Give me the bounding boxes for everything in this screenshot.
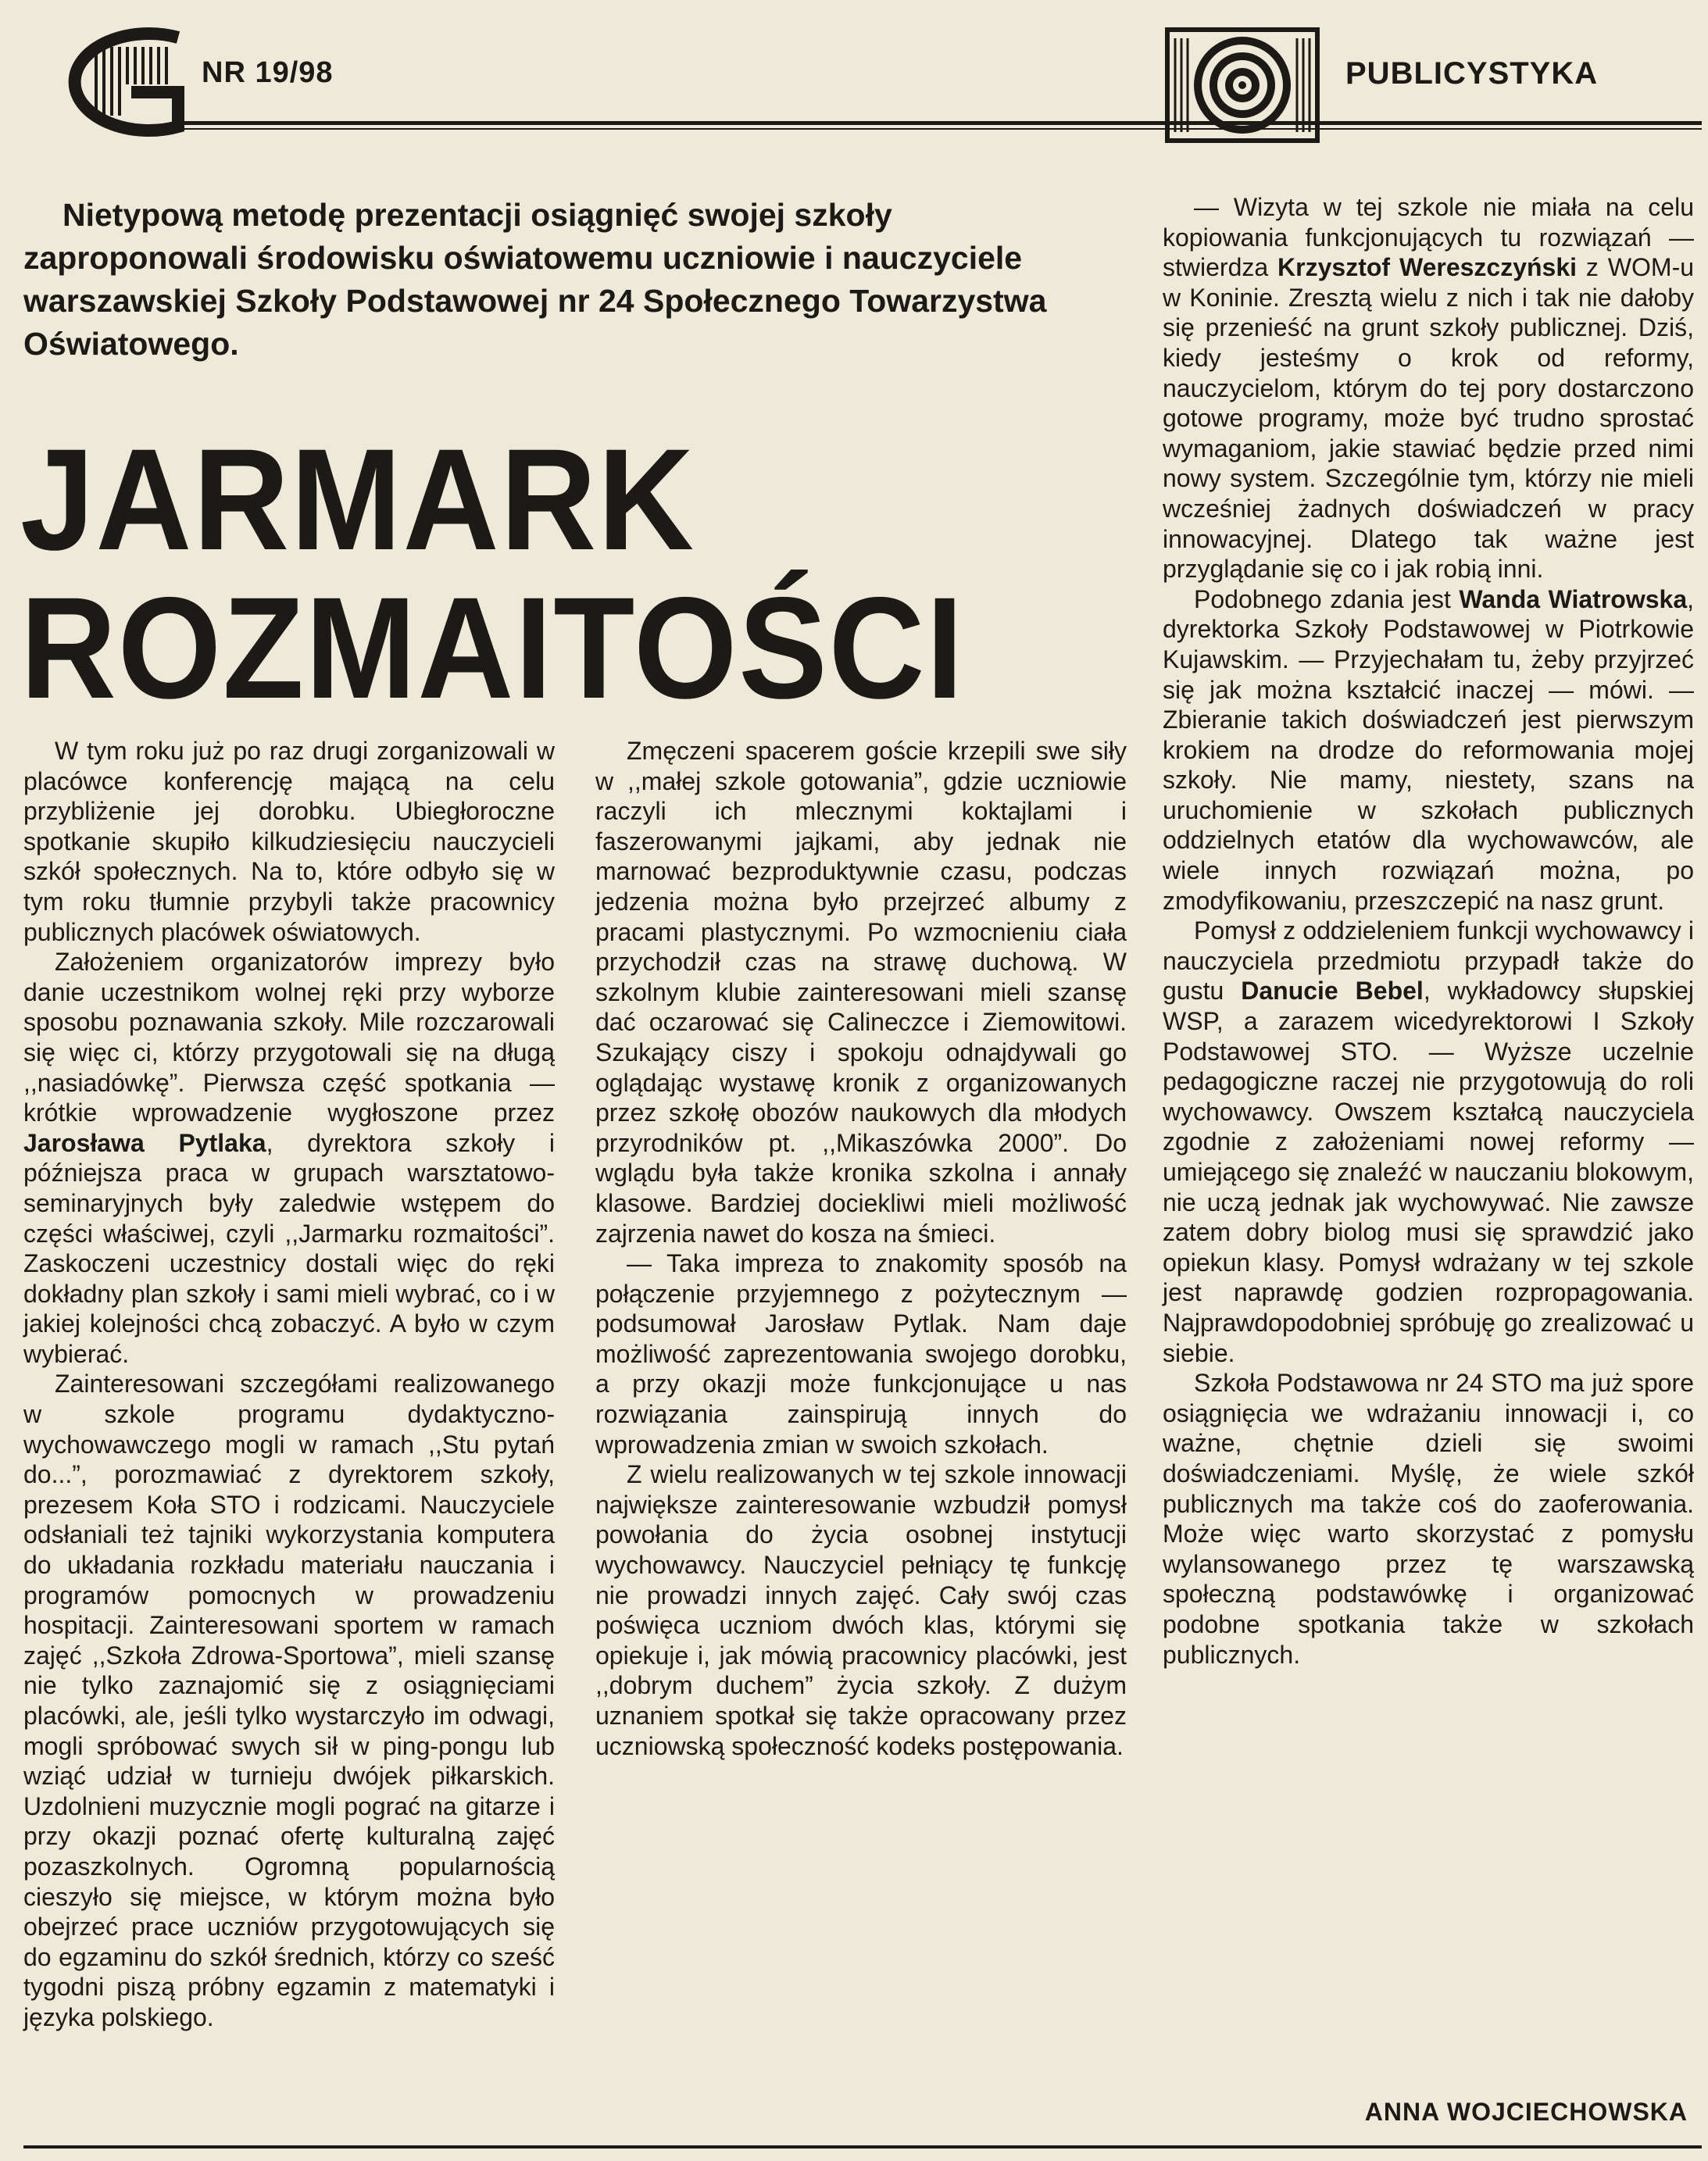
section-name: PUBLICYSTYKA xyxy=(1345,56,1599,91)
header-rule-thin xyxy=(178,128,1702,130)
paragraph: — Taka impreza to znakomity sposób na połączenie przyjemnego z pożytecznym — podsumował Jarosław Pytlak. Nam daje możliwość zaprezentowania swojego dorobku, a przy okazji może funkcjonujące u nas rozwiązania zainspirują innych do wprowadzenia zmian w swoich szkołach. xyxy=(595,1249,1127,1459)
person-name: Krzysztof Wereszczyński xyxy=(1277,253,1578,282)
paragraph: Podobnego zdania jest Wanda Wiatrowska, dyrektorka Szkoły Podstawowej w Piotrkowie Kujawskim. — Przyjechałam tu, żeby przyjrzeć się jak można kształcić inaczej — mówi. — Zbieranie takich doświadczeń jest pierwszym krokiem na drodze do reformowania mojej szkoły. Nie mamy, niestety, szans na uruchomienie w szkołach publicznych oddzielnych etatów dla wychowawców, ale wiele innych rozwiązań można, po zmodyfikowaniu, przeszczepić na nasz grunt. xyxy=(1163,584,1695,915)
paragraph: Założeniem organizatorów imprezy było danie uczestnikom wolnej ręki przy wyborze sposobu poznawania szkoły. Mile rozczarowali się więc ci, którzy przygotowali się na długą ,,nasiadówkę”. Pierwsza część spotkania — krótkie wprowadzenie wygłoszone przez Jarosława Pytlaka, dyrektora szkoły i późniejsza praca w grupach warsztatowo-seminaryjnych były zaledwie wstępem do części właściwej, czyli ,,Jarmarku rozmaitości”. Zaskoczeni uczestnicy dostali więc do ręki dokładny plan szkoły i sami mieli wybrać, co i w jakiej kolejności chcą zobaczyć. A było w czym wybierać. xyxy=(23,948,556,1368)
paragraph: Zmęczeni spacerem goście krzepili swe siły w ,,małej szkole gotowania”, gdzie uczniowie raczyli ich mlecznymi koktajlami i faszerowanymi jajkami, aby jednak nie marnować bezproduktywnie czasu, podczas jedzenia można było przejrzeć albumy z pracami plastycznymi. Po wzmocnieniu ciała przychodził czas na strawę duchową. W szkolnym klubie zainteresowani mieli szansę dać oczarować się Calineczce i Ziemowitowi. Szukający ciszy i spokoju odnajdywali go oglądając wystawę kronik z organizowanych przez szkołę obozów naukowych dla młodych przyrodników pt. ,,Mikaszówka 2000”. Do wglądu była także kronika szkolna i annały klasowe. Bardziej dociekliwi mieli możliwość zajrzenia nawet do kosza na śmieci. xyxy=(595,737,1127,1248)
footer-rule xyxy=(23,2145,1702,2148)
paragraph: W tym roku już po raz drugi zorganizowali w placówce konferencję mającą na celu przybliżenie jej dorobku. Ubiegłoroczne spotkanie skupiło kilkudziesięciu nauczycieli szkół społecznych. Na to, które odbyło się w tym roku tłumnie przybyli także pracownicy publicznych placówek oświatowych. xyxy=(23,737,555,946)
title-line-1: JARMARK xyxy=(20,420,695,580)
paragraph: Szkoła Podstawowa nr 24 STO ma już spore osiągnięcia we wdrażaniu innowacji i, co ważne, chętnie dzieli się swoimi doświadczeniami. Myślę, że wiele szkół publicznych ma także coś do zaoferowania. Może więc warto skorzystać z pomysłu wylansowanego przez tę warszawską społeczną podstawówkę i organizować podobne spotkania także w szkołach publicznych. xyxy=(1163,1369,1694,1669)
title-line-2: ROZMAITOŚCI xyxy=(20,568,965,729)
column-3 xyxy=(1163,192,1694,1670)
paragraph: Z wielu realizowanych w tej szkole innowacji największe zainteresowanie wzbudził pomysł powołania do życia osobnej instytucji wychowawcy. Nauczyciel pełniący tę funkcję nie prowadzi innych zajęć. Cały swój czas poświęca uczniom dwóch klas, którymi się opiekuje i, jak mówią pracownicy placówki, jest ,,dobrym duchem” życia szkoły. Z dużym uznaniem spotkał się także opracowany przez uczniowską społeczność kodeks postępowania. xyxy=(595,1460,1127,1760)
paragraph: Zainteresowani szczegółami realizowanego w szkole programu dydaktyczno-wychowawczego mogli w ramach ,,Stu pytań do...”, porozmawiać z dyrektorem szkoły, prezesem Koła STO i rodzicami. Nauczyciele odsłaniali też tajniki wykorzystania komputera do układania rozkładu materiału nauczania i programów pomocnych w prowadzeniu hospitacji. Zainteresowani sportem w ramach zajęć ,,Szkoła Zdrowa-Sportowa”, mieli szansę nie tylko zaznajomić się z osiągnięciami placówki, ale, jeśli tylko wystarczyło im odwagi, mogli spróbować swych sił w ping-pongu lub wziąć udział w turnieju dwójek piłkarskich. Uzdolnieni muzycznie mogli pograć na gitarze i przy okazji poznać ofertę kulturalną zajęć pozaszkolnych. Ogromną popularnością cieszyło się miejsce, w którym można było obejrzeć prace uczniów przygotowujących się do egzaminu do szkół średnich, którzy co sześć tygodni piszą próbny egzamin z matematyki i języka polskiego. xyxy=(23,1370,555,2031)
column-1 xyxy=(23,736,555,2033)
paragraph: — Wizyta w tej szkole nie miała na celu kopiowania funkcjonujących tu rozwiązań — stwierdza Krzysztof Wereszczyński z WOM-u w Koninie. Zresztą wielu z nich i tak nie dałoby się przenieść na grunt szkoły publicznej. Dziś, kiedy jesteśmy o krok od reformy, nauczycielom, którym do tej pory dostarczono gotowe programy, może być trudno sprostać wymaganiom, jakie stawiać będzie przed nimi nowy system. Szczególnie tym, którzy nie mieli wcześniej żadnych doświadczeń w pracy innowacyjnej. Dlatego tak ważne jest przyglądanie się co i jak robią inni. xyxy=(1163,193,1695,584)
person-name: Wanda Wiatrowska xyxy=(1459,584,1688,613)
article-author: ANNA WOJCIECHOWSKA xyxy=(1364,2098,1688,2126)
person-name: Jarosława Pytlaka xyxy=(23,1128,266,1157)
header-rule xyxy=(178,121,1702,125)
issue-number: NR 19/98 xyxy=(202,56,334,89)
paragraph: Pomysł z oddzieleniem funkcji wychowawcy i nauczyciela przedmiotu przypadł także do gustu Danucie Bebel, wykładowcy słupskiej WSP, a zarazem wicedyrektorowi I Szkoły Podstawowej STO. — Wyższe uczelnie pedagogiczne raczej nie przygotowują do roli wychowawcy. Owszem kształcą nauczyciela zgodnie z założeniami nowej reformy — umiejącego się znaleźć w nauczaniu blokowym, nie uczą jednak jak wychowywać. Nie zawsze zatem dobry biolog musi się sprawdzić jako opiekun klasy. Pomysł wdrażany w tej szkole jest naprawdę godzien rozpropagowania. Najprawdopodobniej spróbuję go zrealizować u siebie. xyxy=(1163,916,1695,1367)
newspaper-logo-icon xyxy=(22,23,194,141)
article-title xyxy=(20,420,1049,729)
person-name: Danucie Bebel xyxy=(1241,977,1424,1005)
column-2-body xyxy=(595,736,1127,1761)
section-emblem-icon xyxy=(1164,27,1320,144)
article-lead: Nietypową metodę prezentacji osiągnięć swojej szkoły zaproponowali środowisku oświatowemu uczniowie i nauczyciele warszawskiej Szkoły Podstawowej nr 24 Społecznego Towarzystwa Oświatowego. xyxy=(23,197,1047,362)
